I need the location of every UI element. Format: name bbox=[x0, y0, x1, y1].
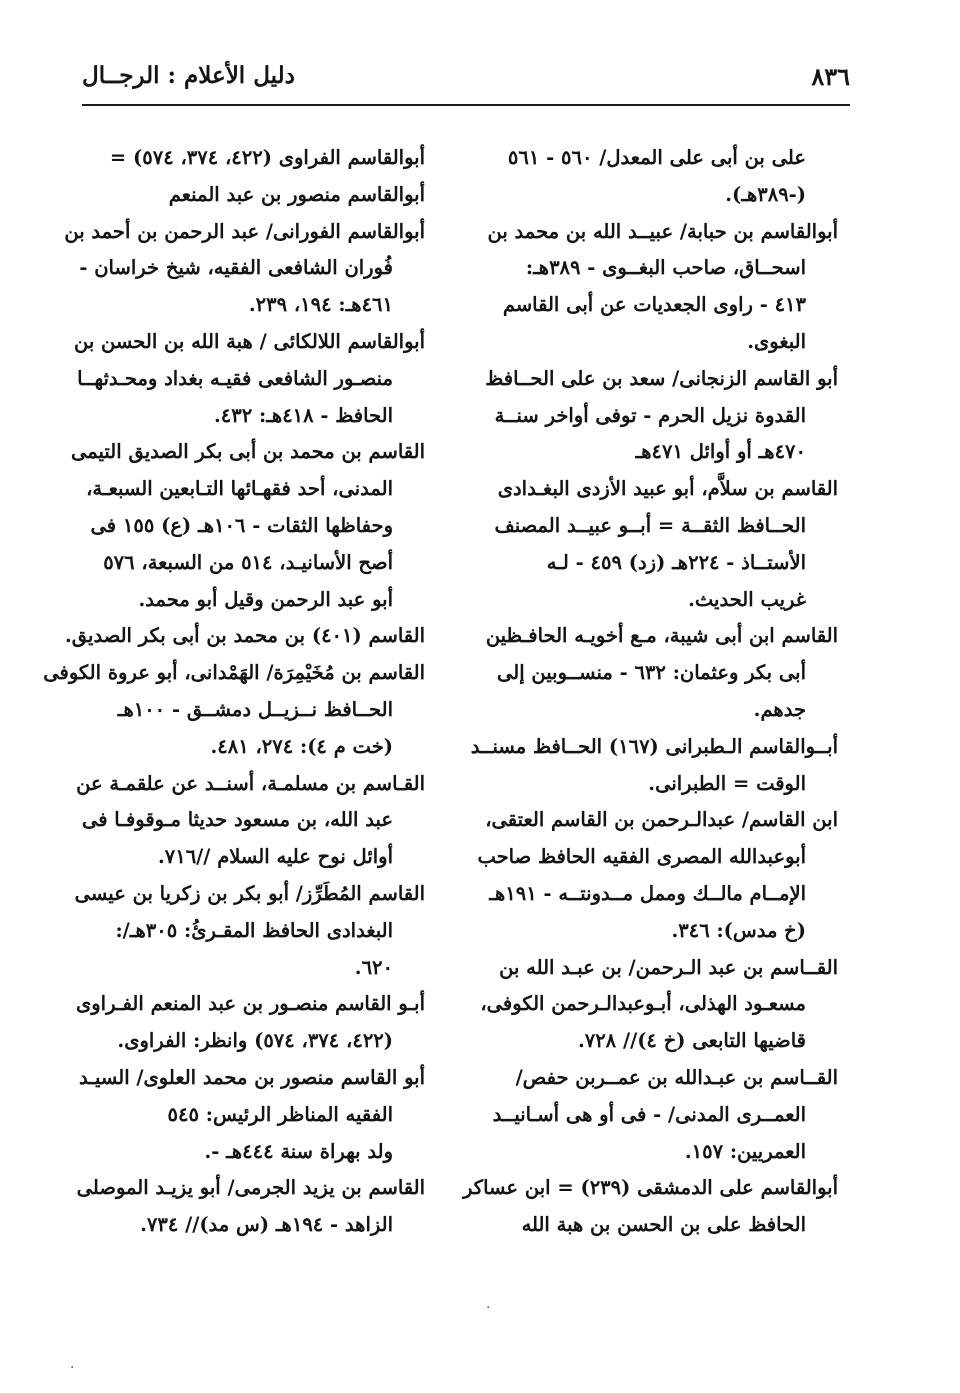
entry-head-line: أبوالقاسم منصور بن عبد المنعم bbox=[168, 182, 425, 206]
entry-head-line: القاسم بن محمد بن أبى بكر الصديق التيمى bbox=[71, 440, 425, 464]
entry-head-line: القاسم المُطَرِّز/ أبو بكر بن زكريا بن عيسى bbox=[74, 881, 425, 905]
entry-continuation-line: (خت م ٤): ٢٧٤، ٤٨١. bbox=[210, 734, 393, 758]
entry-continuation-line: (-٣٨٩هـ). bbox=[725, 182, 806, 206]
entry-head-line: القــاسم بن عبـدالله بن عمــربن حفص/ bbox=[515, 1065, 838, 1089]
entry-continuation-line: العمــرى المدنى/ - فى أو هى أسـانيــد bbox=[492, 1102, 806, 1126]
entry-head-line: أبوالقاسم اللالكائى / هبة الله بن الحسن بن bbox=[74, 329, 425, 353]
entry-continuation-line: الأستــاذ - ٢٢٤هـ (زد) ٤٥٩ - لـه bbox=[546, 550, 806, 574]
entry-continuation-line: اسحــاق، صاحب البغــوى - ٣٨٩هـ: bbox=[525, 256, 806, 280]
entry-continuation-line: المدنى، أحد فقهـائها التـابعين السبعـة، bbox=[86, 477, 393, 501]
entry-continuation-line: ولد بهراة سنة ٤٤٤هـ -. bbox=[204, 1139, 393, 1163]
entry-continuation-line: ٦٢٠. bbox=[354, 955, 393, 979]
scan-speck: · bbox=[486, 1300, 491, 1316]
page-number: ٨٣٦ bbox=[811, 62, 850, 91]
entry-head-line: أبوالقاسم الفراوى (٤٢٢، ٣٧٤، ٥٧٤) = bbox=[109, 146, 425, 169]
entry-continuation-line: أبوعبدالله المصرى الفقيه الحافظ صاحب bbox=[477, 845, 806, 869]
entry-head-line: القاسم بن يزيد الجرمى/ أبو يزيـد الموصلى bbox=[76, 1176, 425, 1200]
entry-continuation-line: ٤٦١هـ: ١٩٤، ٢٣٩. bbox=[248, 293, 393, 317]
entry-continuation-line: منصـور الشافعى فقيـه بغداد ومحـدثهــا bbox=[77, 366, 393, 390]
entry-head-line: القاسم (٤٠١) بن محمد بن أبى بكر الصديق. bbox=[64, 624, 425, 648]
entry-continuation-line: قاضيها التابعى (خ ٤)// ٧٢٨. bbox=[577, 1029, 806, 1053]
entry-continuation-line: مسعـود الهذلى، أبـوعبدالـرحمن الكوفى، bbox=[480, 992, 806, 1016]
entry-continuation-line: أبو عبد الرحمن وقيل أبو محمد. bbox=[138, 587, 393, 611]
entry-head-line: أبو القاسم منصور بن محمد العلوى/ السيـد bbox=[79, 1065, 425, 1089]
entry-continuation-line: الحافظ على بن الحسن بن هبة الله bbox=[521, 1213, 806, 1237]
entry-continuation-line: الفقيه المناظر الرئيس: ٥٤٥ bbox=[167, 1102, 393, 1126]
entry-continuation-line: الإمــام مالــك وممل مــدونتــه - ١٩١هـ bbox=[489, 881, 806, 905]
entry-head-line: القاسم بن سلاَّم، أبو عبيد الأزدى البغـدادى bbox=[497, 477, 838, 501]
entry-head-line: أبوالقاسم بن حبابة/ عبيــد الله بن محمد بن bbox=[487, 219, 838, 243]
entry-continuation-line: أبى بكر وعثمان: ٦٣٢ - منســوبين إلى bbox=[497, 661, 806, 685]
entry-continuation-line: أوائل نوح عليه السلام //٧١٦. bbox=[157, 845, 393, 869]
entry-head-line: القـاسم بن مسلمـة، أسنــد عن علقمـة عن bbox=[76, 771, 425, 795]
entry-continuation-line: جدهم. bbox=[753, 697, 806, 721]
entry-head-line: أبــوالقاسم الـطبرانى (١٦٧) الحــافظ مسنــد bbox=[470, 734, 838, 758]
entry-continuation-line: (خ مدس): ٣٤٦. bbox=[671, 918, 806, 942]
entry-continuation-line: (٤٢٢، ٣٧٤، ٥٧٤) وانظر: الفراوى. bbox=[117, 1029, 393, 1053]
entry-head-line: القــاسم بن عبد الـرحمن/ بن عبـد الله بن bbox=[499, 955, 838, 979]
scan-speck: · bbox=[70, 1360, 75, 1376]
header-rule bbox=[82, 104, 850, 106]
entry-head-line: أبوالقاسم الفورانى/ عبد الرحمن بن أحمد بن bbox=[64, 219, 425, 243]
page-header bbox=[82, 62, 850, 96]
entry-continuation-line: الحافظ - ٤١٨هـ: ٤٣٢. bbox=[213, 403, 393, 427]
running-title: دليل الأعلام : الرجــال bbox=[82, 62, 295, 89]
entry-continuation-line: الحــافظ الثقــة = أبــو عبيــد المصنف bbox=[494, 513, 806, 537]
entry-head-line: أبـو القاسم منصـور بن عبد المنعم الفـراوى bbox=[75, 992, 425, 1016]
left-column bbox=[43, 140, 425, 1244]
entry-continuation-line: الزاهد - ١٩٤هـ (س مد)// ٧٣٤. bbox=[140, 1213, 393, 1237]
entry-continuation-line: البغوى. bbox=[747, 329, 806, 353]
entry-continuation-line: البغدادى الحافظ المقـرئُ: ٣٠٥هـ/: bbox=[115, 918, 393, 942]
entry-continuation-line: أصح الأسانيـد، ٥١٤ من السبعة، ٥٧٦ bbox=[103, 550, 393, 574]
entry-head-line: القاسم ابن أبى شيبة، مـع أخويـه الحافـظين bbox=[485, 624, 838, 648]
entry-continuation-line: ٤١٣ - راوى الجعديات عن أبى القاسم bbox=[502, 293, 806, 317]
right-column bbox=[463, 140, 838, 1244]
entry-continuation-line: غريب الحديث. bbox=[688, 587, 806, 611]
entry-continuation-line: عبد الله، بن مسعود حديثا مـوقوفـا فى bbox=[81, 808, 393, 832]
entry-head-line: أبو القاسم الزنجانى/ سعد بن على الحــافظ bbox=[485, 366, 838, 390]
entry-continuation-line: وحفاظها الثقات - ١٠٦هـ (ع) ١٥٥ فى bbox=[90, 513, 393, 537]
entry-continuation-line: العمريين: ١٥٧. bbox=[684, 1139, 806, 1163]
entry-continuation-line: على بن أبى على المعدل/ ٥٦٠ - ٥٦١ bbox=[507, 146, 806, 169]
entry-continuation-line: الوقت = الطبرانى. bbox=[648, 771, 806, 795]
entry-continuation-line: الحــافظ نــزيــل دمشــق - ١٠٠هـ bbox=[117, 697, 393, 721]
entry-head-line: ابن القاسم/ عبدالـرحمن بن القاسم العتقى، bbox=[485, 808, 838, 832]
entry-continuation-line: ٤٧٠هـ أو أوائل ٤٧١هـ bbox=[635, 440, 806, 464]
entry-head-line: أبوالقاسم على الدمشقى (٢٣٩) = ابن عساكر bbox=[463, 1176, 838, 1200]
entry-head-line: القاسم بن مُخَيْمِرَة/ الهَمْدانى، أبو عروة الكوفى bbox=[43, 661, 425, 685]
entry-continuation-line: القدوة نزيل الحرم - توفى أواخر سنــة bbox=[494, 403, 806, 427]
entry-continuation-line: فُوران الشافعى الفقيه، شيخ خراسان - bbox=[79, 256, 393, 280]
